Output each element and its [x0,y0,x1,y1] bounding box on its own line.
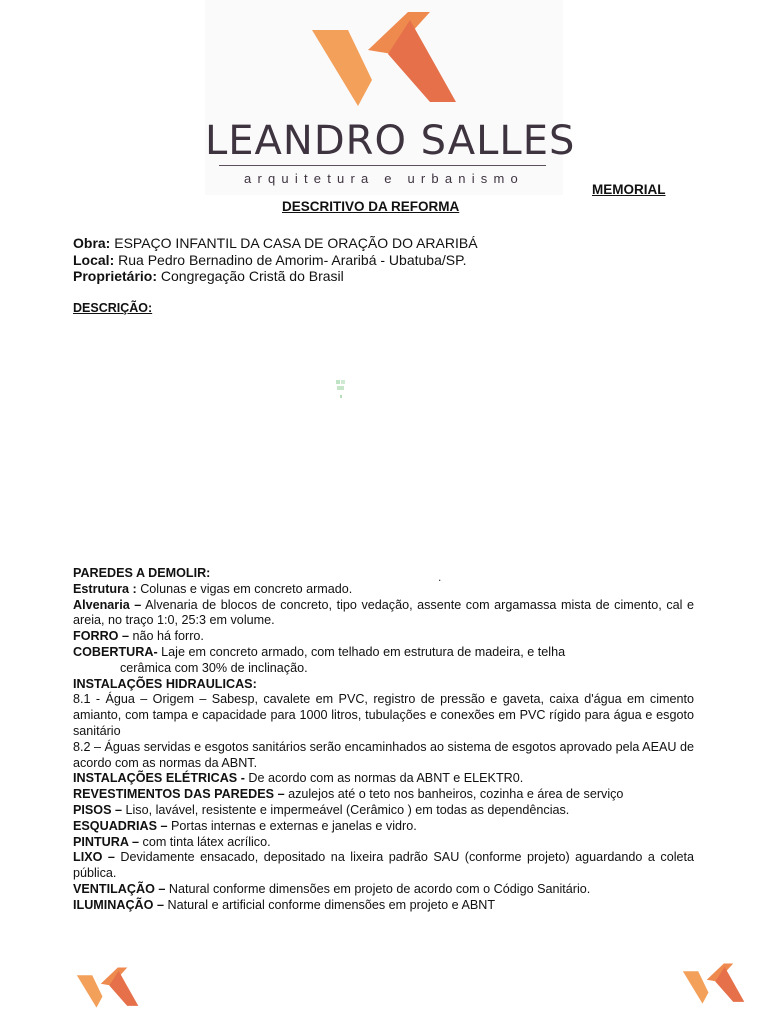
obra-value: ESPAÇO INFANTIL DA CASA DE ORAÇÃO DO ARARIBÁ [114,235,478,251]
pisos-line: PISOS – Liso, lavável, resistente e impermeável (Cerâmico ) em todas as dependências. [73,802,570,817]
descricao-heading: DESCRIÇÃO: [73,301,153,315]
logo-left-stroke [312,30,372,106]
iluminacao-line: ILUMINAÇÃO – Natural e artificial conforme dimensões em projeto e ABNT [73,897,496,912]
info-proprietario [73,268,344,285]
ventilacao-line: VENTILAÇÃO – Natural conforme dimensões em projeto de acordo com o Código Sanitário. [73,881,591,896]
body-sections [73,566,694,914]
doc-title-line1: MEMORIAL [592,182,666,197]
item-8-2: 8.2 – Águas servidas e esgotos sanitários serão encaminhados ao sistema de esgotos aprovado pela AEAU de acordo com as normas da ABNT. [73,739,694,770]
lixo-line: LIXO – Devidamente ensacado, depositado na lixeira padrão SAU (conforme projeto) aguardando a coleta pública. [73,850,695,881]
local-value: Rua Pedro Bernadino de Amorim- Araribá - Ubatuba/SP. [118,252,467,268]
proprietario-label: Proprietário: [73,268,158,284]
paredes-heading: PAREDES A DEMOLIR: [73,566,211,580]
info-obra [73,235,478,252]
doc-title-line2: DESCRITIVO DA REFORMA [282,199,460,214]
obra-label: Obra: [73,235,111,251]
estrutura-line: Estrutura : Colunas e vigas em concreto armado. [73,581,353,596]
info-local [73,252,467,269]
item-8-1: 8.1 - Água – Origem – Sabesp, cavalete em PVC, registro de pressão e gaveta, caixa d'água em cimento amianto, com tampa e capacidade para 1000 litros, tubulações e conexões em PVC rígido para água e esgoto sanitário [73,692,694,738]
forro-line: FORRO – não há forro. [73,629,204,644]
brand-name: LEANDRO SALLES [205,118,576,164]
brand-divider [219,165,546,166]
brand-logo-mark [310,10,460,110]
footer-logo-right [682,962,746,1006]
stray-dot: . [438,570,442,584]
faint-stamp-icon [335,378,347,400]
hidraulicas-heading: INSTALAÇÕES HIDRAULICAS: [73,676,257,691]
local-label: Local: [73,252,115,268]
pintura-line: PINTURA – com tinta látex acrílico. [73,834,271,849]
eletricas-line: INSTALAÇÕES ELÉTRICAS - De acordo com as normas da ABNT e ELEKTR0. [73,771,524,786]
proprietario-value: Congregação Cristã do Brasil [160,268,344,284]
esquadrias-line: ESQUADRIAS – Portas internas e externas e janelas e vidro. [73,818,417,833]
cobertura-line2: cerâmica com 30% de inclinação. [120,660,308,675]
cobertura-line: COBERTURA- Laje em concreto armado, com telhado em estrutura de madeira, e telha [73,644,566,659]
brand-subtitle: arquitetura e urbanismo [244,171,524,186]
revestimentos-line: REVESTIMENTOS DAS PAREDES – azulejos até o teto nos banheiros, cozinha e área de serviço [73,787,624,802]
alvenaria-line: Alvenaria – Alvenaria de blocos de concreto, tipo vedação, assente com argamassa mista de cimento, cal e areia, no traço 1:0, 25:3 em volume. [73,597,694,628]
footer-logo-left [76,966,140,1010]
